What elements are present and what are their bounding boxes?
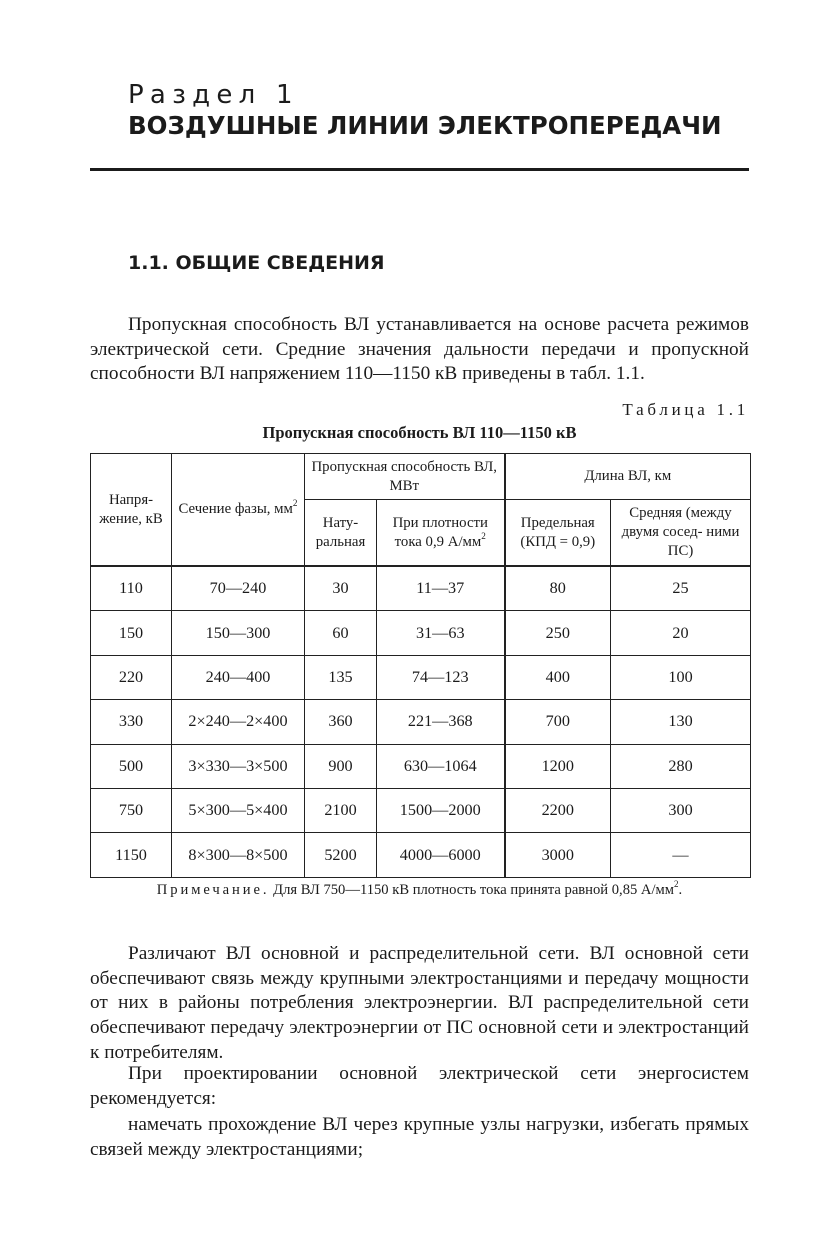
header-length-group: Длина ВЛ, км [505, 454, 751, 500]
cell-voltage: 330 [91, 700, 172, 744]
cell-limit: 250 [505, 611, 611, 655]
cell-density: 221—368 [377, 700, 505, 744]
cell-density: 74—123 [377, 655, 505, 699]
paragraph-recommendation: намечать прохождение ВЛ через крупные узлы нагрузки, избегать прямых связей между электростанциями; [90, 1114, 749, 1160]
table-note-text: Для ВЛ 750—1150 кВ плотность тока принята равной 0,85 А/мм [273, 882, 674, 898]
cell-section: 150—300 [172, 611, 305, 655]
cell-natural: 30 [305, 566, 377, 611]
table-label: Таблица 1.1 [622, 400, 749, 419]
cell-voltage: 750 [91, 788, 172, 832]
book-page [90, 0, 749, 1241]
chapter-divider [90, 168, 749, 171]
cell-section: 5×300—5×400 [172, 788, 305, 832]
paragraph-intro: Пропускная способность ВЛ устанавливается на основе расчета режимов электрической сети. Средние значения дальности передачи и пропускной способности ВЛ напряжением 110—1150 кВ приведены в табл. 1.1. [90, 314, 749, 385]
header-capacity-natural: Нату- ральная [305, 500, 377, 567]
table-note-label: Примечание. [156, 882, 270, 898]
table-note [90, 879, 749, 899]
cell-density: 11—37 [377, 566, 505, 611]
table-row [91, 566, 751, 611]
cell-average: 300 [611, 788, 751, 832]
cell-limit: 1200 [505, 744, 611, 788]
header-capacity-density: При плотности тока 0,9 $А/мм^2$ [377, 500, 505, 567]
cell-section: 2×240—2×400 [172, 700, 305, 744]
header-length-average: Средняя (между двумя сосед- ними ПС) [611, 500, 751, 567]
cell-natural: 360 [305, 700, 377, 744]
cell-natural: 60 [305, 611, 377, 655]
cell-density: 1500—2000 [377, 788, 505, 832]
table-row [91, 700, 751, 744]
cell-limit: 80 [505, 566, 611, 611]
table-row [91, 788, 751, 832]
table-caption: Пропускная способность ВЛ 110—1150 кВ [262, 423, 577, 442]
header-length-limit: Предельная (КПД = 0,9) [505, 500, 611, 567]
paragraph-networks: Различают ВЛ основной и распределительной сети. ВЛ основной сети обеспечивают связь между крупными электростанциями и передачу мощности от них в районы потребления электроэнергии. ВЛ распределительной сети обеспечивают передачу электроэнергии от ПС основной сети и электростанций к потребителям. [90, 943, 749, 1063]
cell-natural: 135 [305, 655, 377, 699]
cell-density: 31—63 [377, 611, 505, 655]
cell-natural: 5200 [305, 833, 377, 877]
table-row [91, 744, 751, 788]
cell-average: 20 [611, 611, 751, 655]
cell-density: 630—1064 [377, 744, 505, 788]
cell-voltage: 220 [91, 655, 172, 699]
header-voltage: Напря- жение, кВ [91, 454, 172, 567]
cell-voltage: 110 [91, 566, 172, 611]
header-section: Сечение фазы, $мм^2$ [172, 454, 305, 567]
cell-natural: 900 [305, 744, 377, 788]
table-row [91, 833, 751, 877]
cell-section: 8×300—8×500 [172, 833, 305, 877]
table-note-end: . [678, 882, 683, 898]
header-capacity-group: Пропускная способность ВЛ, МВт [305, 454, 505, 500]
cell-limit: 700 [505, 700, 611, 744]
cell-section: 240—400 [172, 655, 305, 699]
cell-section: 70—240 [172, 566, 305, 611]
cell-limit: 2200 [505, 788, 611, 832]
cell-voltage: 150 [91, 611, 172, 655]
cell-natural: 2100 [305, 788, 377, 832]
cell-voltage: 500 [91, 744, 172, 788]
table-row [91, 655, 751, 699]
cell-density: 4000—6000 [377, 833, 505, 877]
cell-section: 3×330—3×500 [172, 744, 305, 788]
cell-average: 25 [611, 566, 751, 611]
cell-average: 100 [611, 655, 751, 699]
cell-voltage: 1150 [91, 833, 172, 877]
capacity-table [90, 453, 751, 878]
cell-limit: 400 [505, 655, 611, 699]
chapter-title: ВОЗДУШНЫЕ ЛИНИИ ЭЛЕКТРОПЕРЕДАЧИ [128, 111, 722, 140]
paragraph-design: При проектировании основной электрической сети энергосистем рекомендуется: [90, 1063, 749, 1109]
table-row [91, 611, 751, 655]
table-note-sup: 2 [674, 879, 679, 890]
section-title: 1.1. ОБЩИЕ СВЕДЕНИЯ [128, 252, 385, 274]
cell-average: 280 [611, 744, 751, 788]
cell-average: 130 [611, 700, 751, 744]
cell-average: — [611, 833, 751, 877]
chapter-label: Раздел 1 [128, 80, 299, 110]
cell-limit: 3000 [505, 833, 611, 877]
